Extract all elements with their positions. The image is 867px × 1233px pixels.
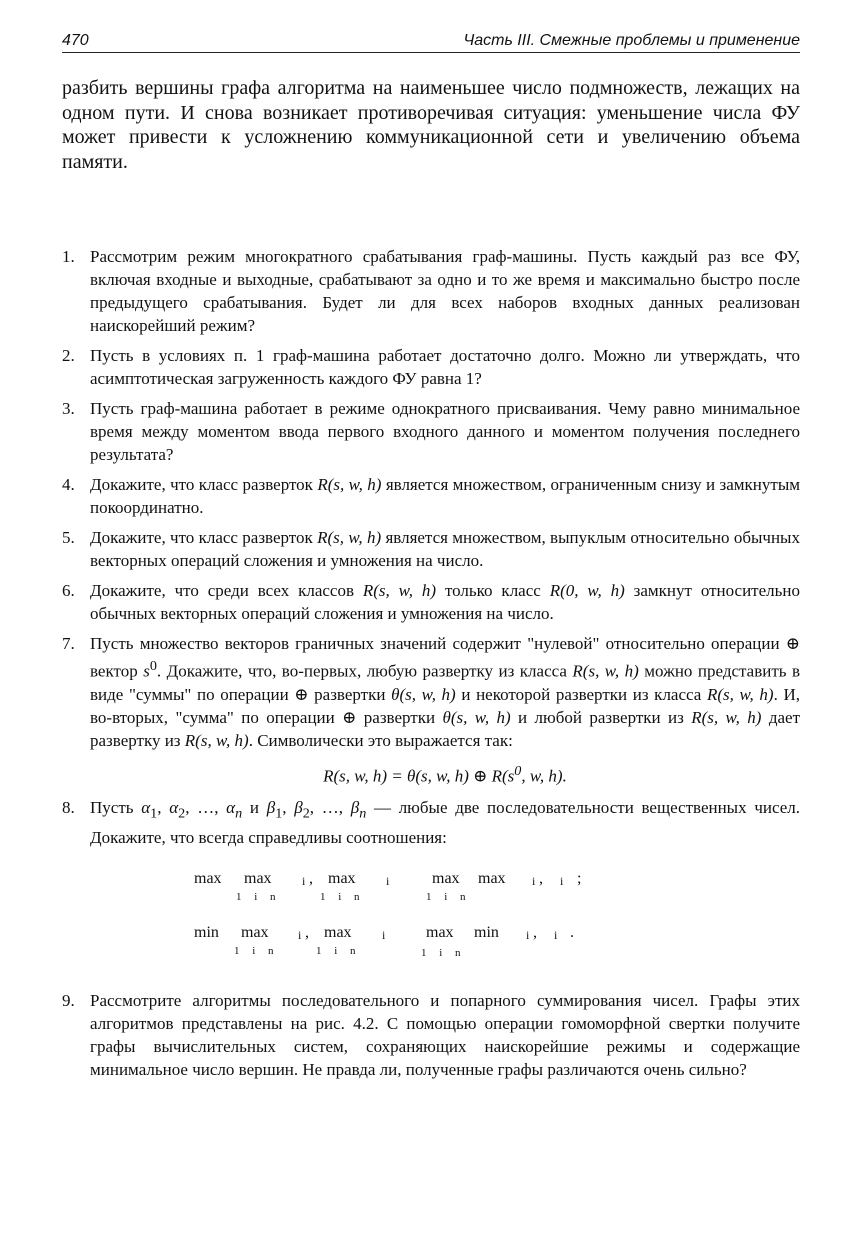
equation-right: , w, h).: [521, 766, 567, 786]
formula-token: max: [478, 869, 506, 887]
sequence-alpha: α: [141, 798, 151, 818]
formula-token: i: [560, 873, 564, 888]
exercise-number: 9.: [62, 990, 75, 1010]
exercise-text: . И, во-вторых, "сумма" по операции ⊕ развертки: [90, 684, 800, 727]
math-expression: R(s, w, h): [706, 684, 774, 704]
formula-token: max: [324, 923, 352, 941]
exercise-number: 3.: [62, 399, 75, 418]
formula-token: i: [302, 873, 306, 888]
math-expression: θ(s, w, h): [442, 707, 511, 727]
formula-token: i: [532, 873, 536, 888]
exercise-text: Пусть: [90, 798, 142, 818]
exercise-text: Рассмотрите алгоритмы последовательного и попарного суммирования чисел. Графы этих алгоритмов представлены на рис. 4.2. С помощью операции гомоморфной свертки получите графы вычислительных систем, сохраняющих наискорейшие режимы и содержащие минимальное число вершин. Не правда ли, полученные графы различаются очень сильно?: [90, 990, 800, 1079]
math-expression: s: [143, 661, 150, 681]
formula-token: i: [298, 927, 302, 942]
formula-row-2: [90, 921, 790, 971]
formula-subscript: 1 i n: [426, 890, 471, 903]
exercise-text-a: Докажите, что среди всех классов: [90, 581, 363, 600]
formula-token: max: [426, 923, 454, 941]
formula-row-1: [90, 867, 790, 917]
formula-token: max: [241, 923, 269, 941]
exercise-text: Пусть множество векторов граничных значений содержит "нулевой" относительно операции ⊕ вектор: [90, 634, 800, 681]
math-expression: θ(s, w, h): [391, 684, 456, 704]
page-header: [62, 30, 800, 53]
formula-token: max: [432, 869, 460, 887]
formula-token: i: [526, 927, 530, 942]
exercise-2: [62, 344, 800, 390]
exercise-3: [62, 397, 800, 466]
exercise-text-b: является множеством, ограниченным снизу и замкнутым покоординатно.: [90, 475, 801, 517]
formula-token: ;: [577, 869, 582, 887]
running-title: Часть III. Смежные проблемы и применение: [463, 32, 800, 49]
exercise-number: 8.: [62, 798, 75, 818]
formula-token: i: [386, 873, 390, 888]
exercise-6: [62, 579, 800, 625]
math-expression: R(s, w, h): [317, 528, 382, 547]
formula-token: i: [382, 927, 386, 942]
intro-paragraph: разбить вершины графа алгоритма на наименьшее число подмножеств, лежащих на одном пути. И снова возникает противоречивая ситуация: уменьшение числа ФУ может привести к усложнению коммуникационной сети и увеличению объема памяти.: [62, 77, 800, 173]
formula-subscript: 1 i n: [234, 944, 279, 957]
exercise-5: [62, 526, 800, 572]
exercise-text: Пусть граф-машина работает в режиме однократного присваивания. Чему равно минимальное время между моментом ввода первого входного данного и моментом получения последнего результата?: [90, 399, 800, 464]
page-number: 470: [62, 32, 89, 49]
math-expression: R(s, w, h): [362, 581, 437, 600]
exercise-text: Пусть в условиях п. 1 граф-машина работает достаточно долго. Можно ли утверждать, что асимптотическая загруженность каждого ФУ равна 1?: [90, 346, 800, 388]
exercise-4: [62, 473, 800, 519]
sequence-beta: β: [294, 798, 303, 818]
exercise-list: [62, 245, 800, 1081]
formula-token: min: [474, 923, 499, 941]
exercise-text-b: только класс: [436, 581, 550, 600]
exercise-text: Рассмотрим режим многократного срабатывания граф-машины. Пусть каждый раз все ФУ, включая входные и выходные, срабатывают за одно и то же время и максимально быстро после предыдущего срабатывания. Будет ли для всех наборов входных данных реализован наискорейший режим?: [90, 247, 800, 335]
sequence-beta: β: [350, 798, 360, 818]
exercise-text: и некоторой развертки из класса: [455, 684, 707, 704]
superscript: 0: [149, 658, 157, 674]
formula-subscript: 1 i n: [320, 890, 365, 903]
math-expression: R(0, w, h): [549, 581, 625, 600]
math-expression: R(s, w, h): [317, 475, 382, 494]
exercise-number: 6.: [62, 581, 75, 600]
exercise-1: [62, 245, 800, 337]
math-expression: R(s, w, h): [572, 661, 639, 681]
exercise-7: [62, 632, 800, 789]
exercise-text: — любые две последовательности вещественных чисел. Докажите, что всегда справедливы соотношения:: [90, 798, 800, 847]
formula-token: ,: [305, 923, 309, 941]
exercise-8: 8. Пусть $\alpha_1$, $\alpha_2$, …, $\alpha_n$ и $\beta_1$, $\beta_2$, …, $\beta_n$ — любые две последовательности вещественных чисел. Докажите, что всегда справедливы соотношения: max max 1 i n i , max 1 i n i max 1 i n max i , i ; min max 1 i n i , max 1 i n i max 1 i n min i , i .: [62, 796, 800, 974]
exercise-text-a: Докажите, что класс разверток: [90, 475, 318, 494]
exercise-text-b: является множеством, выпуклым относительно обычных векторных операций сложения и умножения на число.: [90, 528, 800, 570]
math-expression: R(s, w, h): [184, 730, 249, 750]
formula-block: [90, 857, 800, 975]
formula-subscript: 1 i n: [236, 890, 281, 903]
exercise-text: . Символически это выражается так:: [248, 730, 513, 750]
formula-token: ,: [309, 869, 313, 887]
formula-subscript: 1 i n: [316, 944, 361, 957]
formula-subscript: 1 i n: [421, 946, 466, 959]
equation-left: R(s, w, h) = θ(s, w, h) ⊕ R(s: [323, 766, 515, 786]
exercise-9: [62, 989, 800, 1081]
exercise-text: можно представить в виде "суммы" по операции ⊕ развертки: [90, 661, 801, 704]
exercise-number: 4.: [62, 475, 75, 494]
exercise-number: 1.: [62, 247, 75, 266]
superscript: 0: [514, 762, 522, 779]
exercise-number: 2.: [62, 346, 75, 365]
math-expression: R(s, w, h): [691, 707, 762, 727]
exercise-text-a: Докажите, что класс разверток: [90, 528, 318, 547]
exercise-text: и: [242, 798, 267, 818]
formula-token: max: [194, 869, 222, 887]
sequence-alpha: α: [226, 798, 236, 818]
formula-token: i: [554, 927, 558, 942]
sequence-alpha: α: [169, 798, 179, 818]
formula-token: ,: [539, 869, 543, 887]
sequence-beta: β: [266, 798, 276, 818]
exercise-number: 7.: [62, 634, 75, 653]
formula-token: min: [194, 923, 219, 941]
exercise-number: 5.: [62, 528, 75, 547]
display-equation: [90, 752, 800, 790]
formula-token: ,: [533, 923, 537, 941]
exercise-text: . Докажите, что, во-первых, любую развертку из класса: [156, 661, 573, 681]
exercise-text: и любой развертки из: [510, 707, 692, 727]
exercise-text-c: замкнут относительно обычных векторных операций сложения и умножения на число.: [90, 581, 800, 623]
formula-token: .: [570, 923, 574, 941]
formula-token: max: [328, 869, 356, 887]
formula-token: max: [244, 869, 272, 887]
exercise-text: дает развертку из: [90, 707, 801, 750]
